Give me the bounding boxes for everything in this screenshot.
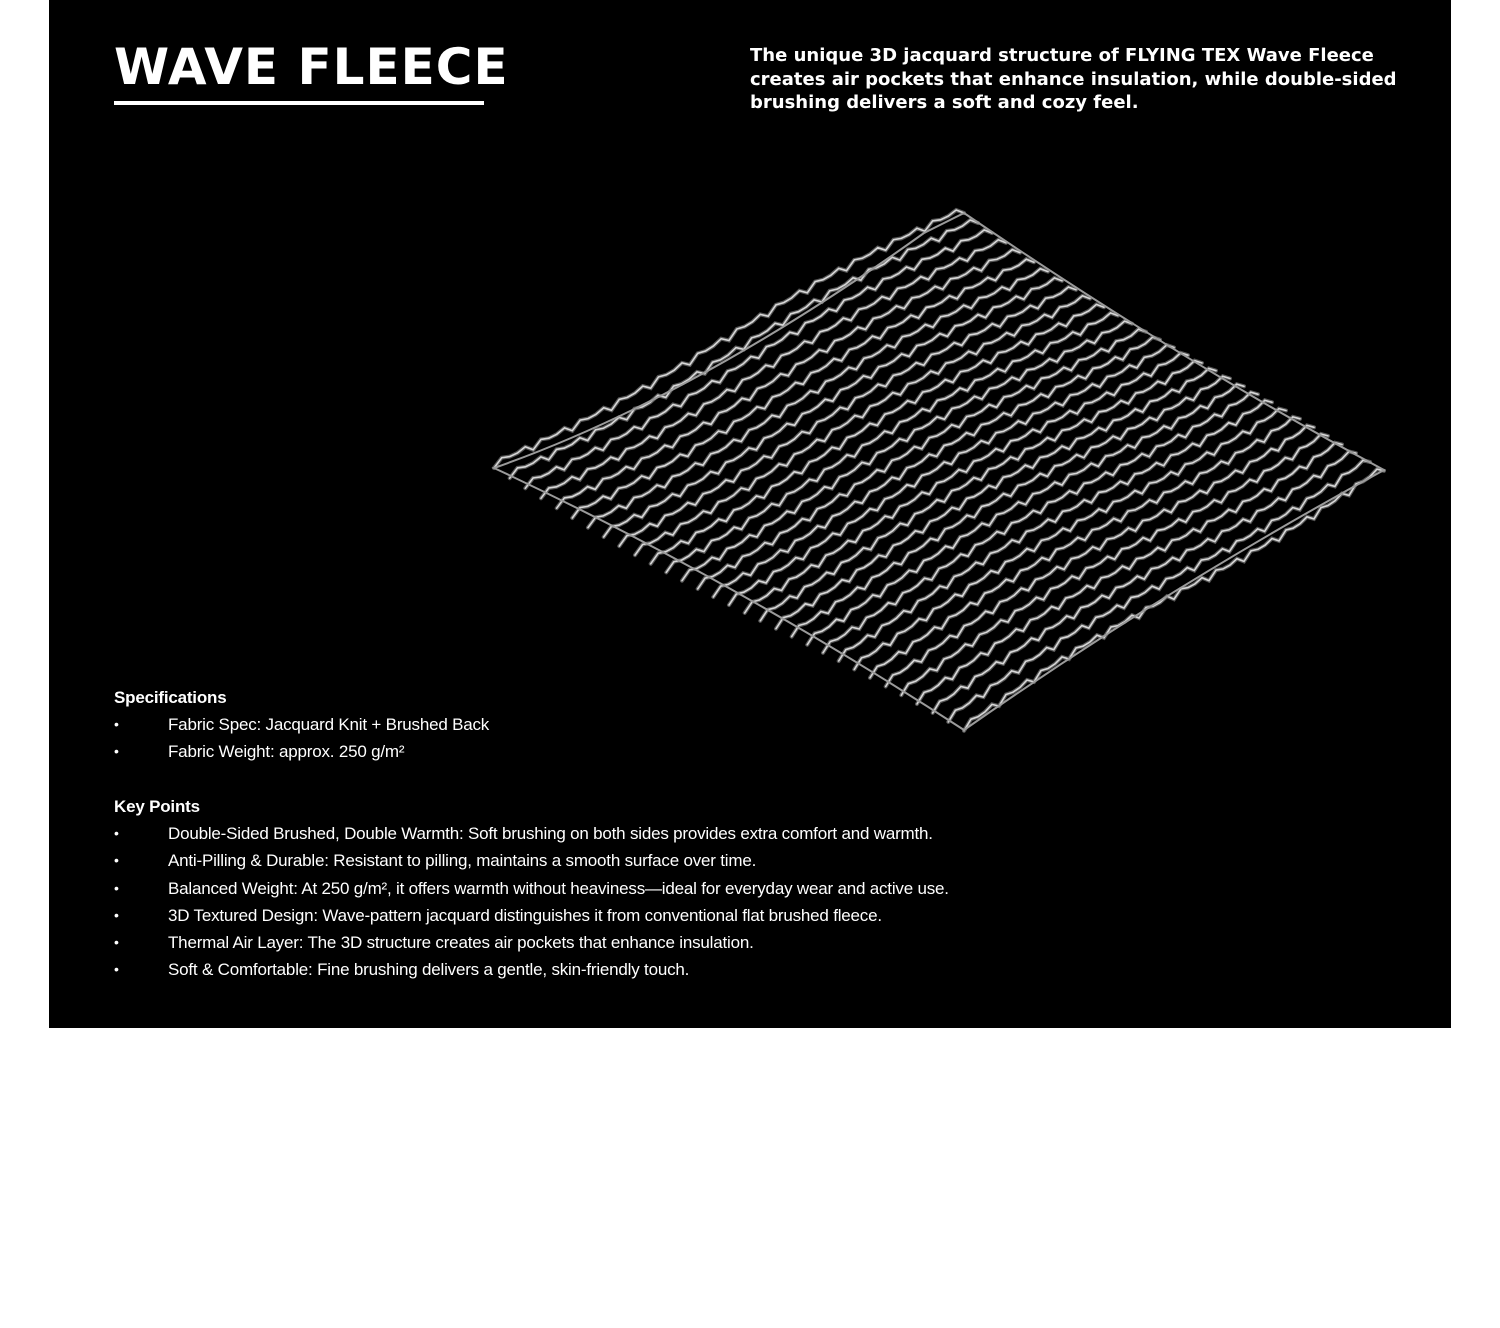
title-underline bbox=[114, 101, 484, 105]
key-point-item bbox=[114, 875, 949, 902]
key-point-text: Balanced Weight: At 250 g/m², it offers warmth without heaviness—ideal for everyday wear and active use. bbox=[168, 878, 949, 898]
key-point-item bbox=[114, 847, 949, 874]
specifications-list bbox=[114, 711, 489, 766]
intro-description: The unique 3D jacquard structure of FLYING TEX Wave Fleece creates air pockets that enhance insulation, while double-sided brushing delivers a soft and cozy feel. bbox=[750, 45, 1397, 113]
bullet-icon: • bbox=[114, 825, 119, 841]
bullet-icon: • bbox=[114, 879, 119, 896]
key-point-item bbox=[114, 929, 949, 956]
bullet-icon: • bbox=[114, 906, 119, 923]
key-point-item bbox=[114, 820, 949, 847]
fabric-outline bbox=[494, 213, 1384, 730]
bullet-icon: • bbox=[114, 743, 119, 760]
specifications-heading: Specifications bbox=[114, 688, 227, 707]
bullet-icon: • bbox=[114, 934, 119, 951]
key-point-text: Double-Sided Brushed, Double Warmth: Soft brushing on both sides provides extra comfort and warmth. bbox=[168, 824, 933, 843]
spec-item-text: Fabric Spec: Jacquard Knit + Brushed Back bbox=[168, 715, 490, 734]
fabric-ridge-shadow bbox=[557, 250, 1020, 509]
fabric-ridge-shadow bbox=[541, 240, 1006, 499]
spec-item bbox=[114, 738, 489, 765]
key-point-text: Soft & Comfortable: Fine brushing delivers a gentle, skin-friendly touch. bbox=[168, 960, 690, 980]
spec-item-text: Fabric Weight: approx. 250 g/m² bbox=[168, 742, 405, 762]
key-point-text: Anti-Pilling & Durable: Resistant to pilling, maintains a smooth surface over time. bbox=[168, 851, 757, 871]
specifications-section bbox=[114, 684, 489, 766]
key-point-item bbox=[114, 902, 949, 929]
key-point-text: Thermal Air Layer: The 3D structure creates air pockets that enhance insulation. bbox=[168, 933, 754, 953]
key-point-item bbox=[114, 956, 949, 983]
bullet-icon: • bbox=[114, 852, 119, 869]
key-points-heading: Key Points bbox=[114, 797, 200, 816]
key-point-text: 3D Textured Design: Wave-pattern jacquard distinguishes it from conventional flat brushed fleece. bbox=[168, 905, 882, 925]
key-points-section bbox=[114, 793, 949, 984]
bullet-icon: • bbox=[114, 716, 119, 732]
spec-item bbox=[114, 711, 489, 738]
key-points-list bbox=[114, 820, 949, 984]
wave-fleece-fabric-illustration bbox=[439, 205, 1389, 740]
product-panel bbox=[49, 0, 1451, 1028]
page-title: WAVE FLEECE bbox=[114, 38, 509, 96]
fabric-wave-lines bbox=[494, 210, 1384, 731]
fabric-ridge-line bbox=[557, 250, 1020, 509]
bullet-icon: • bbox=[114, 961, 119, 978]
